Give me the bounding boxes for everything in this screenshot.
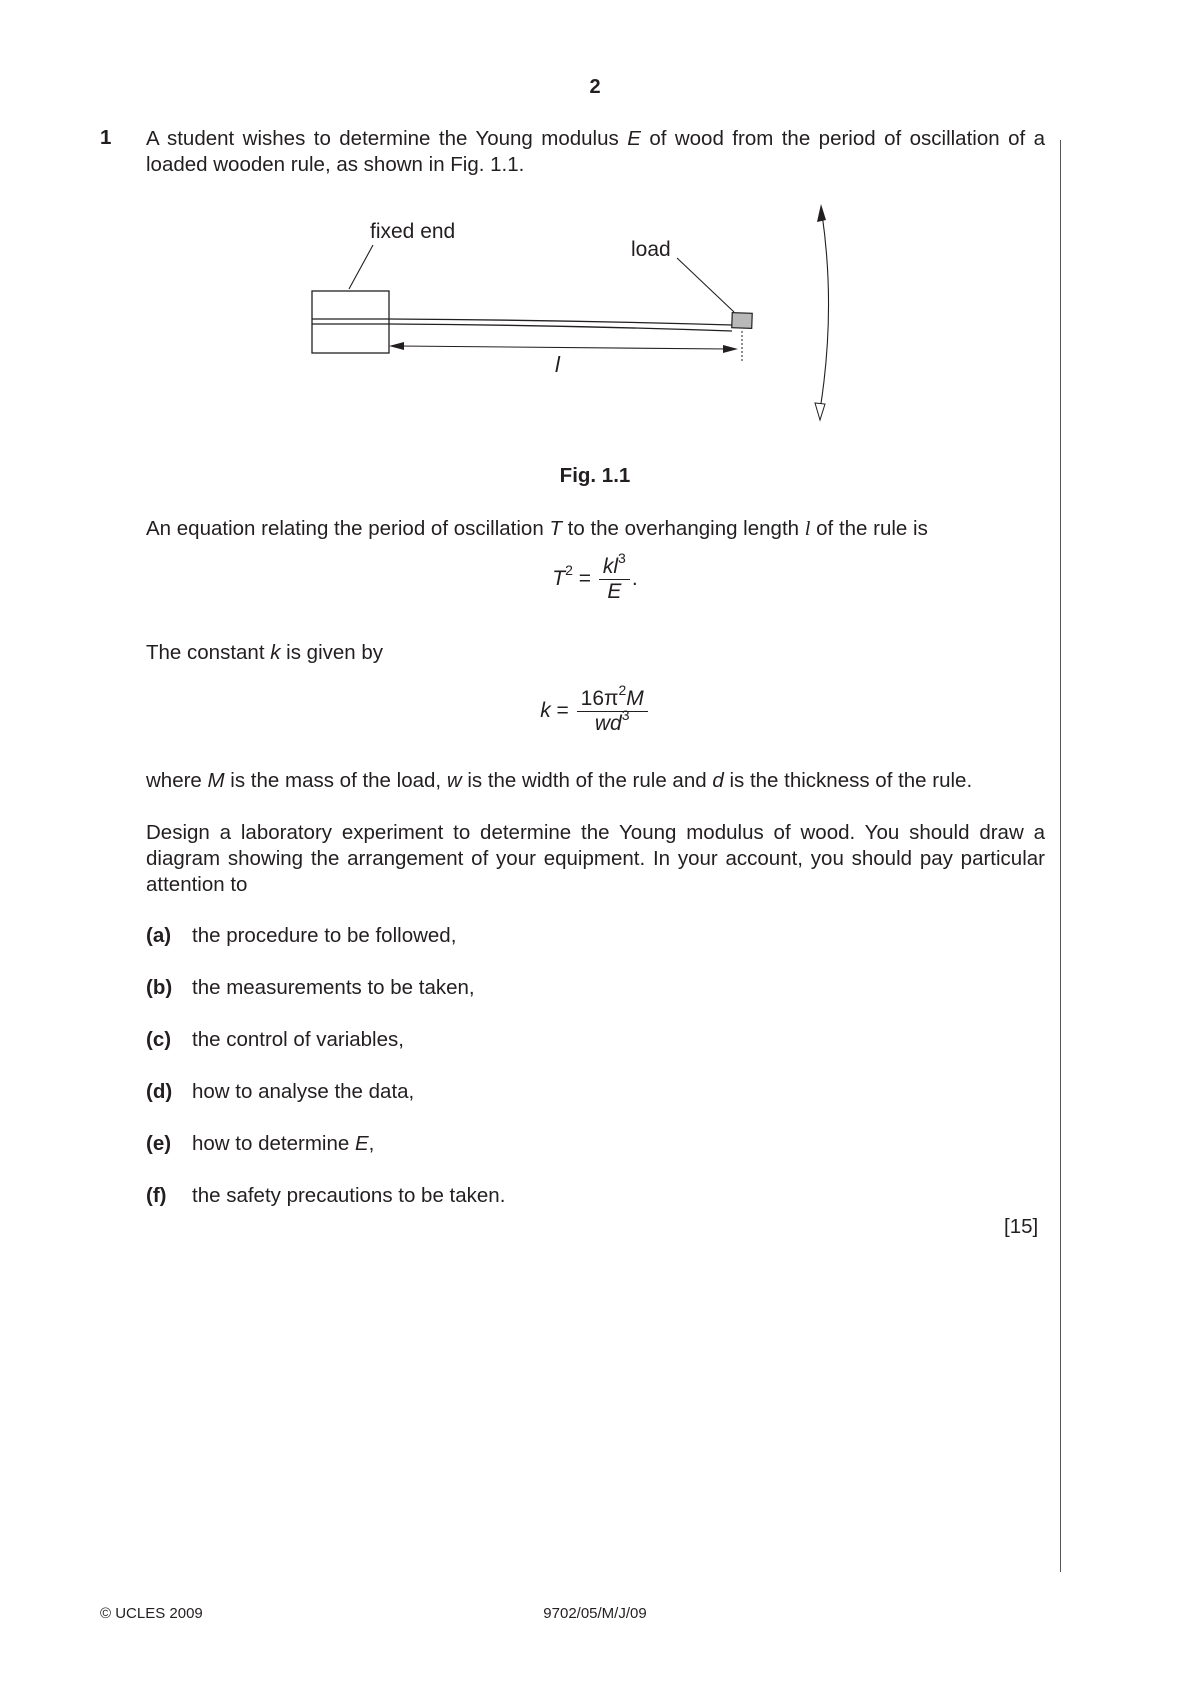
load-block	[732, 313, 753, 329]
question-number: 1	[100, 126, 112, 149]
clamp-block	[312, 291, 389, 353]
loaded-rule-diagram	[280, 200, 880, 440]
constant-intro: The constant k is given by	[146, 641, 384, 664]
figure-caption: Fig. 1.1	[559, 464, 631, 487]
label-fixed-end: fixed end	[370, 220, 456, 243]
instructions: Design a laboratory experiment to determine the Young modulus of wood. You should draw a diagram showing the arrangement of your equipment. In your account, you should pay particular attention to	[146, 821, 1045, 896]
equation-intro: An equation relating the period of oscillation T to the overhanging length l of the rule is	[146, 517, 928, 540]
load-leader	[677, 258, 734, 312]
where-definitions: where M is the mass of the load, w is the width of the rule and d is the thickness of the rule.	[146, 769, 973, 792]
equation-constant: k = $\frac{16\pi^2M}{wd^3}$	[0, 688, 1190, 735]
footer-paper-code: 9702/05/M/J/09	[543, 1605, 647, 1622]
length-arrow	[398, 346, 729, 349]
margin-rule	[1060, 140, 1061, 1572]
label-length: l	[555, 352, 560, 377]
fixed-end-leader	[349, 245, 373, 289]
label-load: load	[631, 238, 671, 261]
oscillation-arc	[820, 214, 829, 410]
footer-copyright: © UCLES 2009	[100, 1605, 203, 1622]
question-intro: A student wishes to determine the Young modulus E of wood from the period of oscillation of a loaded wooden rule, as shown in Fig. 1.1.	[146, 127, 1046, 176]
page-number: 2	[589, 76, 601, 98]
marks-total: [15]	[1004, 1215, 1039, 1238]
equation-period: $T^2$ = $\frac{kl^3}{E}$ .	[552, 550, 638, 603]
